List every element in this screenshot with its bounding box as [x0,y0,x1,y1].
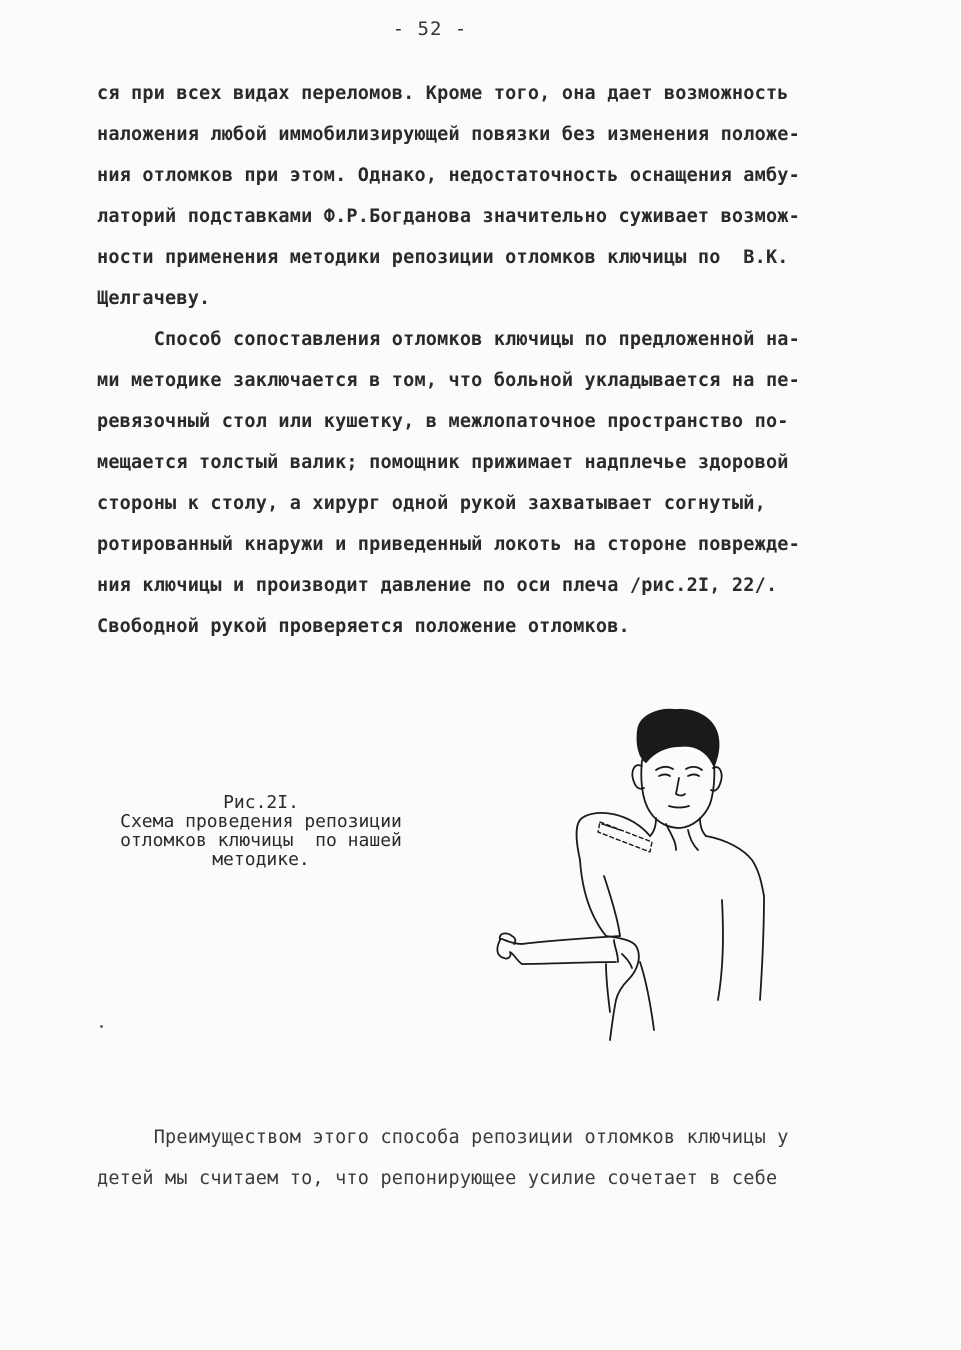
forearm-bottom [522,962,616,964]
right-eye [688,775,699,777]
paragraph-1-line: латорий подставками Ф.Р.Богданова значительно суживает возмож- [97,206,800,227]
paragraph-2-line: ния ключицы и производит давление по оси плеча /рис.2I, 22/. [97,575,778,596]
paragraph-2-line: стороны к столу, а хирург одной рукой захватывает согнутый, [97,493,766,514]
paragraph-2-line: ротированный кнаружи и приведенный локоть на стороне поврежде- [97,534,800,555]
figure-caption-line: Схема проведения репозиции [120,811,402,832]
paragraph-2-line: ми методике заключается в том, что больной укладывается на пе- [97,370,800,391]
page-number: - 52 - [392,18,468,40]
paragraph-1-line: Щелгачеву. [97,288,211,309]
surgeon-thumb [614,940,618,962]
paragraph-1-line: ся при всех видах переломов. Кроме того, она дает возможность [97,83,789,104]
paragraph-3-line: детей мы считаем то, что репонирующее усилие сочетает в себе [97,1168,778,1189]
right-shoulder [706,836,764,896]
surgeon-fingers [622,954,632,968]
upper-arm-back [580,860,606,936]
reposition-illustration [470,700,770,1050]
nose [676,778,685,796]
left-eyebrow [656,767,673,770]
paragraph-2-line: ревязочный стол или кушетку, в межлопаточное пространство по- [97,411,789,432]
clavicle-mark [602,824,620,830]
right-eyebrow [686,767,702,770]
surgeon-hand [606,936,639,1000]
paragraph-2-line: Способ сопоставления отломков ключицы по предложенной на- [97,329,800,350]
clavicle-fragment [598,822,652,852]
figure-caption-line: Рис.2I. [223,792,299,813]
sternum-line [718,900,723,1000]
surgeon-forearm [610,1000,616,1040]
paragraph-1-line: ния отломков при этом. Однако, недостаточность оснащения амбу- [97,165,800,186]
paragraph-2-line: мещается толстый валик; помощник прижимает надплечье здоровой [97,452,789,473]
left-eye [659,775,670,777]
forearm-top [522,936,620,944]
arm-underside [606,964,610,1012]
mouth [669,806,689,808]
paragraph-3-line: Преимуществом этого способа репозиции отломков ключицы у [97,1127,789,1148]
figure-caption-line: отломков ключицы по нашей [120,830,402,851]
collar-line [688,830,698,850]
neck-left [650,818,656,836]
surgeon-forearm [640,962,654,1030]
paragraph-1-line: ности применения методики репозиции отломков ключицы по В.К. [97,247,789,268]
right-ear [711,767,722,791]
figure-caption-line: методике. [212,849,310,870]
paragraph-2-line: Свободной рукой проверяется положение отломков. [97,616,630,637]
figure-caption [96,793,426,869]
torso-right-side [760,896,764,1000]
paragraph-1-line: наложения любой иммобилизирующей повязки без изменения положе- [97,124,800,145]
neck-right [700,818,706,836]
upper-arm-front [604,876,620,936]
fist [497,939,522,964]
hair [637,710,718,766]
scan-speck [100,1025,103,1028]
